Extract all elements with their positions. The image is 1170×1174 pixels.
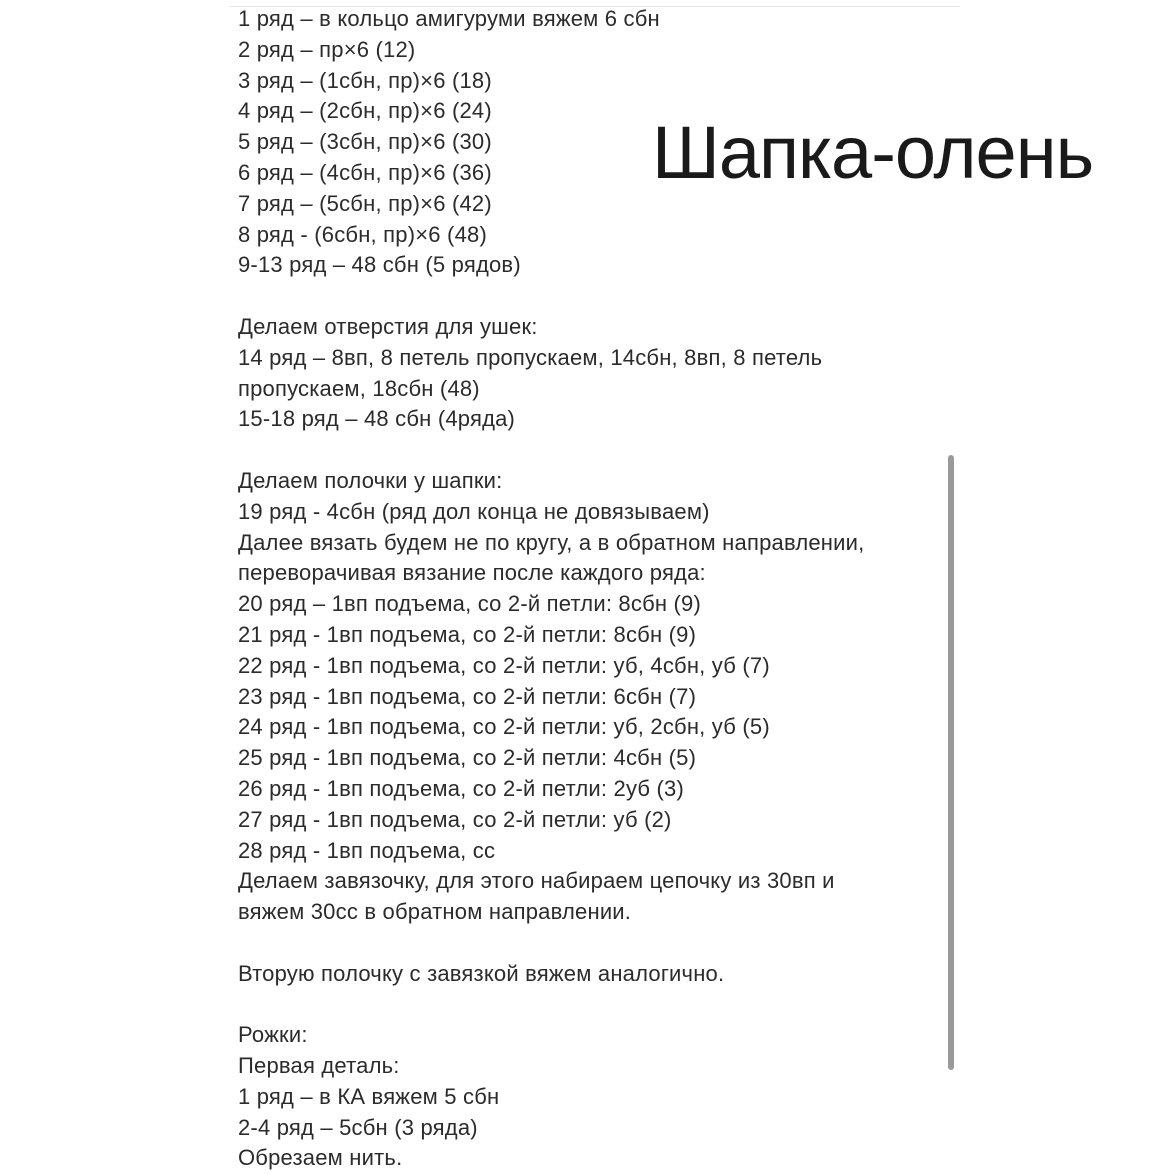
paragraph-gap bbox=[238, 435, 938, 466]
pattern-line: 19 ряд - 4сбн (ряд дол конца не довязываем) bbox=[238, 498, 710, 524]
pattern-line: 6 ряд – (4сбн, пр)×6 (36) bbox=[238, 159, 492, 185]
pattern-line: Делаем полочки у шапки: bbox=[238, 467, 503, 493]
vertical-scrollbar[interactable] bbox=[948, 455, 954, 1070]
pattern-line: 22 ряд - 1вп подъема, со 2-й петли: уб, 4сбн, уб (7) bbox=[238, 652, 770, 678]
pattern-line: Делаем отверстия для ушек: bbox=[238, 313, 538, 339]
pattern-line: пропускаем, 18сбн (48) bbox=[238, 375, 480, 401]
pattern-line: 9-13 ряд – 48 сбн (5 рядов) bbox=[238, 252, 521, 278]
pattern-line: вяжем 30сс в обратном направлении. bbox=[238, 899, 632, 925]
pattern-line: 2 ряд – пр×6 (12) bbox=[238, 36, 416, 62]
pattern-line: 1 ряд – в кольцо амигуруми вяжем 6 сбн bbox=[238, 6, 660, 31]
pattern-line: 1 ряд – в КА вяжем 5 сбн bbox=[238, 1083, 500, 1109]
pattern-line: 5 ряд – (3сбн, пр)×6 (30) bbox=[238, 129, 492, 155]
pattern-line: Вторую полочку с завязкой вяжем аналогично. bbox=[238, 960, 725, 986]
pattern-line: 23 ряд - 1вп подъема, со 2-й петли: 6сбн (7) bbox=[238, 683, 697, 709]
paragraph-gap bbox=[238, 928, 938, 959]
pattern-line: 3 ряд – (1сбн, пр)×6 (18) bbox=[238, 67, 492, 93]
pattern-line: 24 ряд - 1вп подъема, со 2-й петли: уб, 2сбн, уб (5) bbox=[238, 714, 770, 740]
pattern-line: 26 ряд - 1вп подъема, со 2-й петли: 2уб (3) bbox=[238, 775, 685, 801]
pattern-line: Делаем завязочку, для этого набираем цепочку из 30вп и bbox=[238, 868, 835, 894]
pattern-line: 8 ряд - (6сбн, пр)×6 (48) bbox=[238, 221, 487, 247]
pattern-line: 7 ряд – (5сбн, пр)×6 (42) bbox=[238, 190, 492, 216]
pattern-text bbox=[238, 4, 938, 1174]
pattern-line: переворачивая вязание после каждого ряда: bbox=[238, 560, 706, 586]
pattern-line: 4 ряд – (2сбн, пр)×6 (24) bbox=[238, 98, 492, 124]
pattern-line: Рожки: bbox=[238, 1022, 308, 1048]
pattern-line: 25 ряд - 1вп подъема, со 2-й петли: 4сбн (5) bbox=[238, 745, 697, 771]
pattern-line: 21 ряд - 1вп подъема, со 2-й петли: 8сбн (9) bbox=[238, 621, 697, 647]
paragraph-gap bbox=[238, 990, 938, 1021]
pattern-line: 15-18 ряд – 48 сбн (4ряда) bbox=[238, 406, 516, 432]
document-title: Шапка-олень bbox=[652, 111, 1094, 194]
pattern-line: 14 ряд – 8вп, 8 петель пропускаем, 14сбн, 8вп, 8 петель bbox=[238, 344, 823, 370]
pattern-line: 20 ряд – 1вп подъема, со 2-й петли: 8сбн (9) bbox=[238, 591, 702, 617]
pattern-line: 28 ряд - 1вп подъема, сс bbox=[238, 837, 496, 863]
pattern-line: 27 ряд - 1вп подъема, со 2-й петли: уб (2) bbox=[238, 806, 672, 832]
pattern-line: Первая деталь: bbox=[238, 1053, 400, 1079]
pattern-line: 2-4 ряд – 5сбн (3 ряда) bbox=[238, 1114, 478, 1140]
paragraph-gap bbox=[238, 281, 938, 312]
pattern-line: Далее вязать будем не по кругу, а в обратном направлении, bbox=[238, 529, 865, 555]
pattern-line: Обрезаем нить. bbox=[238, 1145, 403, 1171]
